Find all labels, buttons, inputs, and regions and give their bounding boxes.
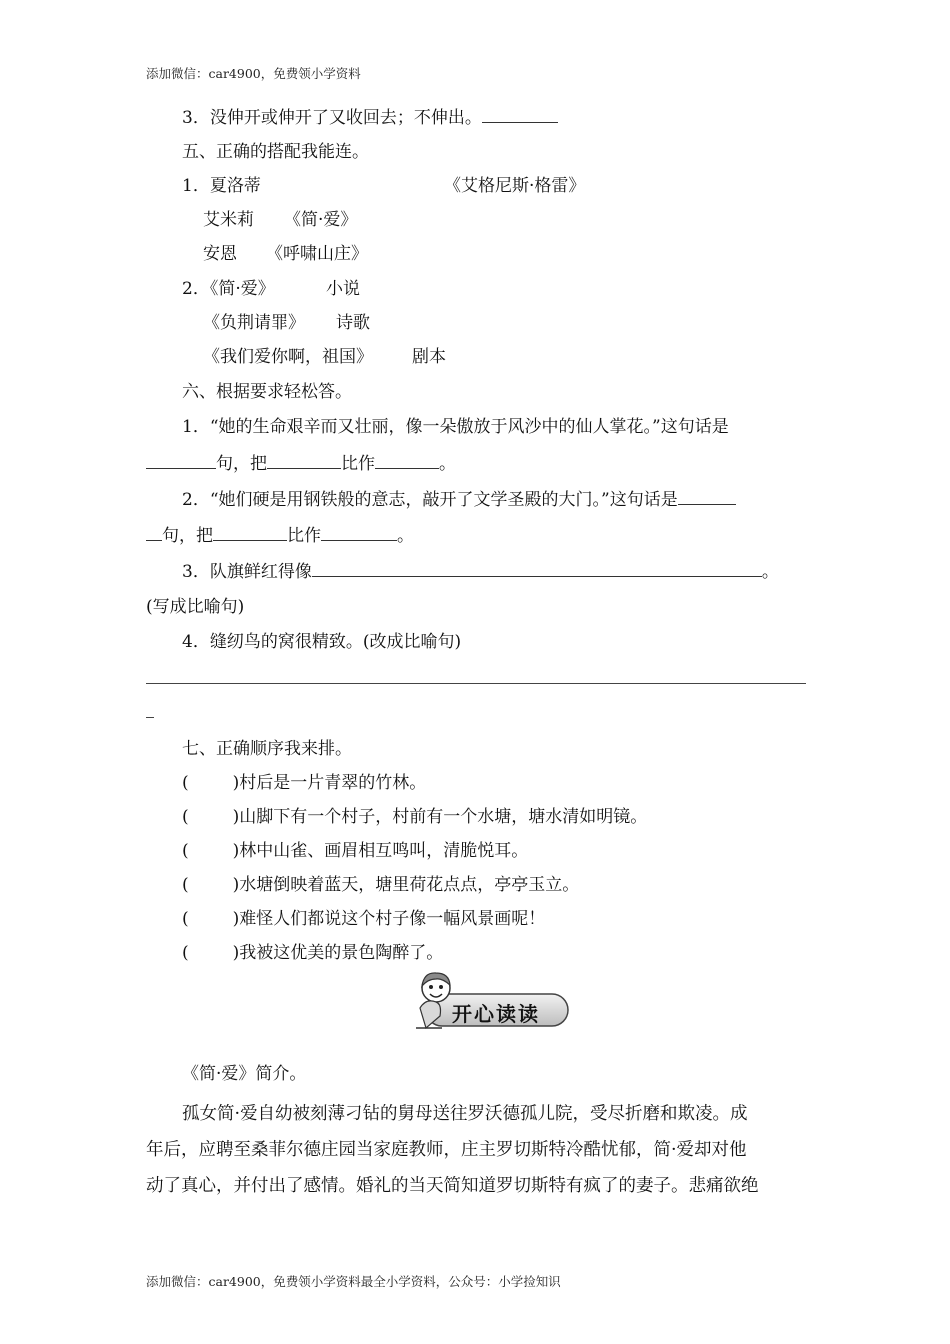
sec5-g2-r3a: 《我们爱你啊，祖国》 <box>203 347 373 367</box>
paren-open: ( <box>182 841 189 861</box>
sec6-q2b3: 。 <box>397 526 414 546</box>
sec6-q3-line1 <box>182 560 779 583</box>
happy-reading-badge <box>412 968 572 1032</box>
answer-blank[interactable] <box>678 488 736 505</box>
sec5-g2-r2a: 《负荆请罪》 <box>203 313 305 333</box>
order-item <box>182 840 528 862</box>
sec6-q1-line2 <box>146 452 456 475</box>
answer-line[interactable] <box>146 683 806 684</box>
answer-blank[interactable] <box>312 560 762 577</box>
order-item-text: )我被这优美的景色陶醉了。 <box>232 943 444 963</box>
sec7-title: 七、正确顺序我来排。 <box>182 739 352 759</box>
sec6-q1b1: 句，把 <box>216 454 267 474</box>
sec6-title: 六、根据要求轻松答。 <box>182 382 352 402</box>
sec5-g1-head: 1．夏洛蒂 <box>182 176 261 196</box>
sec5-g1-right: 《艾格尼斯·格雷》 <box>444 176 586 196</box>
sec6-q2b1: 句，把 <box>162 526 213 546</box>
sec5-g1-r2b: 《简·爱》 <box>284 210 358 230</box>
answer-blank[interactable] <box>482 106 558 123</box>
reading-line-3: 动了真心，并付出了感情。婚礼的当天简知道罗切斯特有疯了的妻子。悲痛欲绝 <box>146 1176 759 1196</box>
paren-open: ( <box>182 773 189 793</box>
answer-blank[interactable] <box>375 452 439 469</box>
sec5-g2-r1b: 小说 <box>326 279 360 299</box>
sec6-q1a: 1．“她的生命艰辛而又壮丽，像一朵傲放于风沙中的仙人掌花。”这句话是 <box>182 417 729 437</box>
sec6-q3note: (写成比喻句) <box>146 597 245 617</box>
sec5-g2-r3b: 剧本 <box>412 347 446 367</box>
footer-note: 添加微信：car4900，免费领小学资料最全小学资料，公众号：小学捡知识 <box>146 1274 561 1289</box>
sec6-q2-line2 <box>146 524 414 547</box>
sec5-g1-r3b: 《呼啸山庄》 <box>266 244 368 264</box>
paren-open: ( <box>182 807 189 827</box>
sec6-q1b2: 比作 <box>341 454 375 474</box>
order-item-text: )水塘倒映着蓝天，塘里荷花点点，亭亭玉立。 <box>232 875 580 895</box>
sec6-q3a: 3．队旗鲜红得像 <box>182 562 312 582</box>
header-note: 添加微信：car4900，免费领小学资料 <box>146 66 361 81</box>
answer-blank[interactable] <box>146 524 162 541</box>
sec5-g1-r2a: 艾米莉 <box>203 210 254 230</box>
sec4-item3 <box>182 106 558 129</box>
answer-blank[interactable] <box>267 452 341 469</box>
sec6-q1b3: 。 <box>439 454 456 474</box>
order-item <box>182 806 647 828</box>
reading-line-1: 孤女简·爱自幼被刻薄刁钻的舅母送往罗沃德孤儿院，受尽折磨和欺凌。成 <box>182 1104 748 1124</box>
sec5-g2-r1a: 2．《简·爱》 <box>182 279 275 299</box>
sec5-g1-r3a: 安恩 <box>203 244 237 264</box>
sec6-q2-line1 <box>182 488 736 511</box>
sec6-q2a: 2．“她们硬是用钢铁般的意志，敲开了文学圣殿的大门。”这句话是 <box>182 490 678 510</box>
paren-open: ( <box>182 909 189 929</box>
order-item <box>182 942 443 964</box>
reading-line-2: 年后，应聘至桑菲尔德庄园当家庭教师，庄主罗切斯特冷酷忧郁，简·爱却对他 <box>146 1140 747 1160</box>
order-item <box>182 772 426 794</box>
sec6-q4: 4．缝纫鸟的窝很精致。(改成比喻句) <box>182 632 462 652</box>
paren-open: ( <box>182 875 189 895</box>
sec5-g2-r2b: 诗歌 <box>336 313 370 333</box>
badge-label: 开心读读 <box>452 1002 540 1026</box>
paren-open: ( <box>182 943 189 963</box>
order-item-text: )林中山雀、画眉相互鸣叫，清脆悦耳。 <box>232 841 529 861</box>
answer-blank[interactable] <box>213 524 287 541</box>
order-item-text: )村后是一片青翠的竹林。 <box>232 773 427 793</box>
answer-blank[interactable] <box>321 524 397 541</box>
order-item-text: )难怪人们都说这个村子像一幅风景画呢！ <box>232 909 546 929</box>
order-item-text: )山脚下有一个村子，村前有一个水塘，塘水清如明镜。 <box>232 807 648 827</box>
order-item <box>182 874 579 896</box>
sec4-item3-text: 3．没伸开或伸开了又收回去；不伸出。 <box>182 108 482 128</box>
sec6-q2b2: 比作 <box>287 526 321 546</box>
answer-line-tail <box>146 717 154 718</box>
sec6-q3end: 。 <box>761 562 779 582</box>
order-item <box>182 908 545 930</box>
reading-title: 《简·爱》简介。 <box>182 1064 307 1084</box>
answer-blank[interactable] <box>146 452 216 469</box>
sec5-title: 五、正确的搭配我能连。 <box>182 142 369 162</box>
